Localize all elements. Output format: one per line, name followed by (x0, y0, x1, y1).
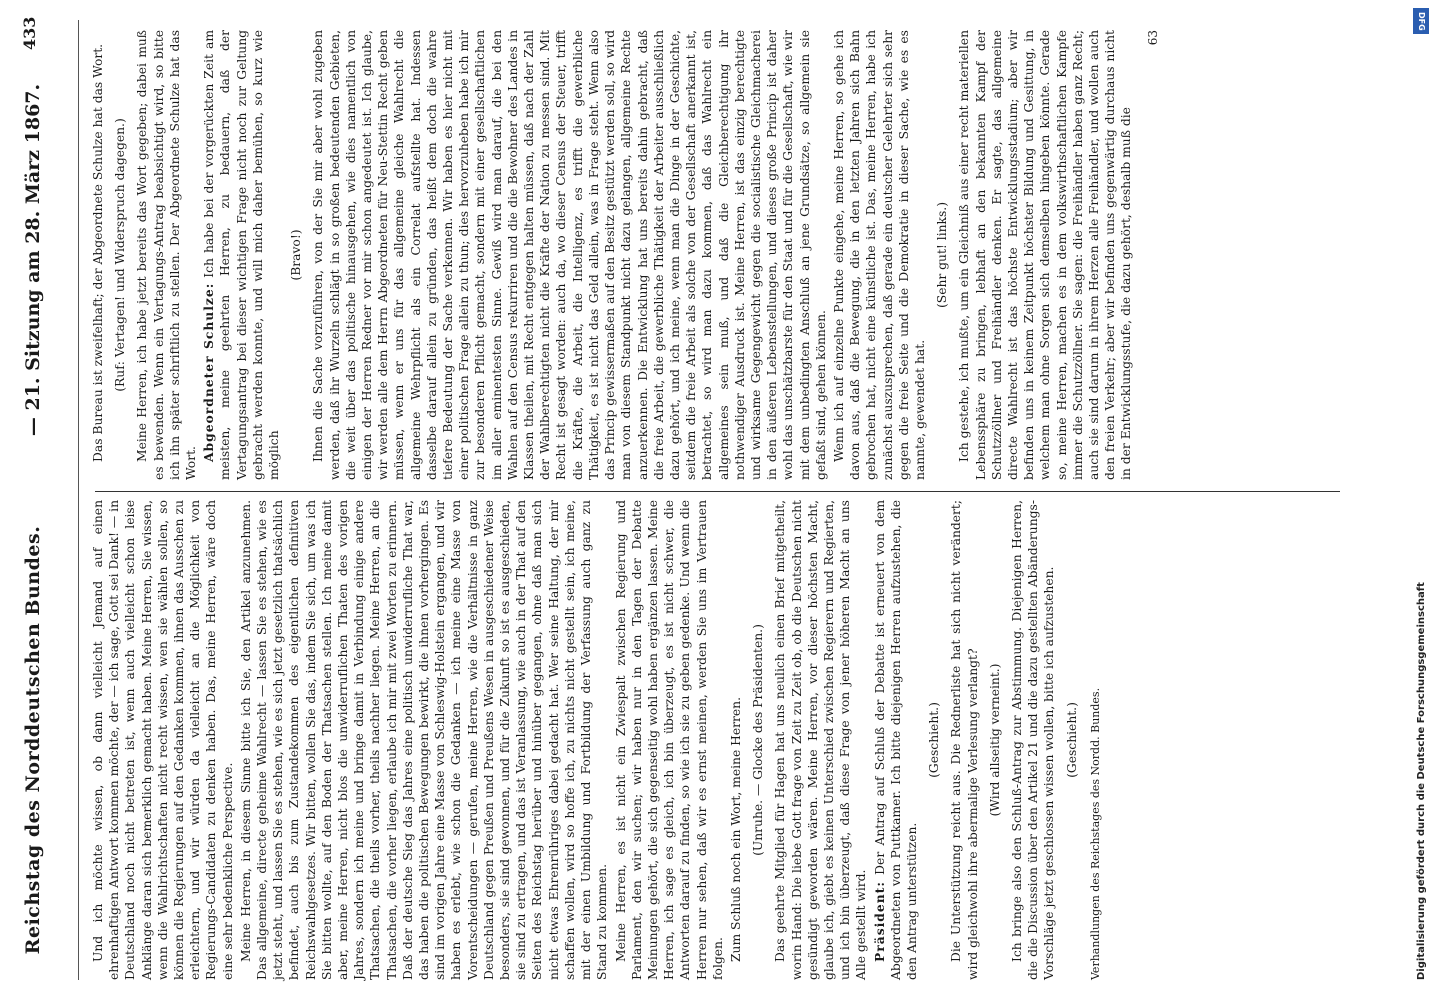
right-paragraph: Das Bureau ist zweifelhaft; der Abgeordnete Schulze hat das Wort. (91, 43, 105, 462)
stage-direction: (Unruhe. — Glocke des Präsidenten.) (751, 624, 766, 856)
left-paragraph: Die Unterstützung reicht aus. Die Rednerliste hat sich nicht verändert; wird gleichwohl ihre abermalige Verlesung verlangt? (949, 500, 980, 980)
right-paragraph: Meine Herren, ich habe jetzt bereits das Wort gegeben; dabei muß es bewenden. Wenn ein Vertagungs-Antrag beabsichtigt wird, so bitte ich ihn später schriftlich zu stellen. Der Abgeordnete Schulze hat das Wort. (135, 30, 199, 480)
speaker-text: Ich habe bei der vorgerückten Zeit am meisten, meine geehrten Herren, zu bedauern, daß der Vertagungsantrag bei dieser wichtigen Frage nicht noch zur Geltung gebracht werden konnte, und will mich daher bemühen, so kurz wie möglich (202, 30, 282, 480)
left-paragraph: Ich bringe also den Schluß-Antrag zur Abstimmung. Diejenigen Herren, die die Discussion über den Artikel 21 und die dazu gestellten Abänderungs-Vorschläge jetzt geschlossen wissen wollen, bitte ich aufzustehen. (1009, 500, 1057, 980)
dfg-credit-text: Digitalisierung gefördert durch die Deutsche Forschungsgemeinschaft (1416, 582, 1427, 980)
left-paragraph: Meine Herren, in diesem Sinne bitte ich Sie, den Artikel anzunehmen. Das allgemeine, directe geheime Wahlrecht — lassen Sie es stehen, wie es jetzt steht, und lassen Sie es stehen, wie es sich jetzt gesetzlich thatsächlich befindet, auch bis zum Zustandekommen des eigentlichen definitiven Reichswahlgesetzes. Wir bitten, wollen Sie das, indem Sie sich, um was ich Sie bitten wollte, auf den Boden der Thatsachen stellen. Ich meine damit aber, meine Herren, nicht blos die unwiderruflichen Thaten des vorigen Jahres, sondern ich meine und bringe damit in Verbindung einige andere Thatsachen, die theils vorher, theils nachher liegen. Meine Herren, an die Thatsachen, die vorher liegen, erlaube ich mir mit zwei Worten zu erinnern. Daß der deutsche Sieg das Jahres eine politisch unwiderrufliche That war, das haben die politischen Bewegungen bewirkt, die ihnen vorhergingen. Es sind im vorigen Jahre eine Masse von Schleswig-Holstein ergangen, und wir haben es erlebt, wie schon die Gedanken — ich meine eine Masse von Vorentscheidungen — gerufen, meine Herren, wie die Verhältnisse in ganz Deutschland gegen Preußen und Preußens Wesen in ausgeschiedener Weise besonders, sie sind gewonnen, und für die Zukunft so ist es ausgeschieden, sie sind zu ertragen, und das ist Veranlassung, wie auch in der That auf den Seiten des Reichstag herüber und hinüber gegangen, ohne daß man sich nicht etwas Ehrenrühriges dabei gedacht hat. Wer seine Haltung, der mir schaffen wollen, wird so hoffe ich, zu nichts nicht gestellt sein, ich meine, mit der einen Umbildung und Fortbildung der Verfassung auch ganz zu Stand zu kommen. (238, 500, 610, 980)
speaker-label: Präsident: (871, 881, 887, 962)
left-paragraph: Und ich möchte wissen, ob dann vielleicht Jemand auf einen ehrenhaftigen Antwort kommen möchte, der — ich sage, Gott sei Dank! — in Deutschland noch nicht betreten ist, wenn auch vielleicht schon leise Anklänge daran sich bemerklich gemacht haben. Meine Herren, Sie wissen, wenn die Wahlrichtschaften nicht recht wissen, wen sie wählen sollen, so können die Regierungen auf den Gedanken kommen, ihnen das Ausschen zu erleichtern, und wir würden da vielleicht an die Möglichkeit von Regierungs-Candidaten zu denken haben. Das, meine Herren, wäre doch eine sehr bedenkliche Perspective. (91, 500, 235, 980)
page-number: 433 (20, 16, 39, 50)
right-paragraph: Ihnen die Sache vorzuführen, von der Sie mir aber wohl zugeben werden, daß ihr Wurzeln schlägt in so großen bedeutenden Gebieten, die weit über das politische hinausgehen, wie dies namentlich von einigen der Herren Redner vor mir schon angedeutet ist. Ich glaube, wir werden alle dem Herrn Abgeordneten für Neu-Stettin Recht geben müssen, wenn er uns für das allgemeine gleiche Wahlrecht die allgemeine Wehrpflicht als ein Correlat aufstellte hat. Indessen dasselbe darauf allein zu gründen, das heißt dem doch die wahre tiefere Bedeutung der Sache verkennen. Wir haben es hier nicht mit einer politischen Frage allein zu thun; dies hervorzuheben habe ich mir zur besonderen Pflicht gemacht, sondern mit einer gesellschaftlichen im aller eminentesten Sinne. Gewiß wird man darauf, die bei den Wahlen auf den Census rekurriren und die die Bewohner des Landes in Klassen theilen, mit Recht entgegen halten müssen, daß nach der Zahl der Wahlberechtigten nicht die Kräfte der Nation zu messen sind. Mit Recht ist gesagt worden: auch da, wo dieser Census der Steuer, trifft die Kräfte, die Arbeit, die Intelligenz, es trifft die gewerbliche Thätigkeit, es ist nicht das Geld allein, was in Frage steht. Wenn also das Princip gewissermaßen auf den Besitz gestützt werden soll, so wird man von diesem Standpunkt nicht dazu gelangen, allgemeine Rechte anzuerkennen. Die Entwicklung hat uns bereits dahin gebracht, daß die freie Arbeit, die gewerbliche Thätigkeit der Arbeiter ausschließlich dazu gehört, und ich meine, wenn man die Dinge in der Geschichte, seitdem die freie Arbeit als solche von der Gesellschaft anerkannt ist, betrachtet, so wird man dazu kommen, daß das Wahlrecht ein allgemeines sein muß, und daß die Gleichberechtigung ihr nothwendiger Ausdruck ist. Meine Herren, ist das einzig berechtigte und wirksame Gegengewicht gegen die socialistische Gleichmacherei in den äußeren Lebensstellungen, und dieses große Princip ist daher wohl das unschätzbarste für den Staat und für die Gesellschaft, wie wir mit dem unbedingten Anschluß an jene Grundsätze, so allgemein sie gefaßt sind, gehen können. (311, 30, 828, 480)
stage-direction: (Wird allseitig verneint.) (987, 663, 1002, 817)
left-paragraph: Meine Herren, es ist nicht ein Zwiespalt zwischen Regierung und Parlament, den wir suchen; wir haben nur in den Tagen der Debatte Meinungen gehört, die sich gegenseitig wohl haben ergänzen lassen. Meine Herren, ich sage es gleich, ich bin überzeugt, es ist nicht schwer, die Antworten darauf zu finden, so wie ich sie zu geben gedenke. Und wenn die Herren nur sehen, daß wir es ernst meinen, werden Sie uns im Vertrauen folgen. (613, 500, 725, 980)
left-running-title: Reichstag des Norddeutschen Bundes. (22, 525, 44, 955)
left-paragraph: Zum Schluß noch ein Wort, meine Herren. (728, 696, 743, 962)
stage-direction: (Bravo!) (289, 229, 304, 281)
dfg-logo: DFG (1413, 8, 1429, 34)
president-text: Der Antrag auf Schluß der Debatte ist erneuert von dem Abgeordneten von Puttkamer. Ich bitte diejenigen Herren aufzustehen, die den Antrag unterstützen. (872, 500, 919, 980)
stage-direction: (Geschieht.) (927, 702, 942, 778)
stage-direction: (Geschieht.) (1064, 702, 1079, 778)
page-header (0, 0, 90, 1000)
header-rule (78, 20, 79, 980)
right-column (90, 30, 1370, 480)
left-paragraph: Das geehrte Mitglied für Hagen hat uns neulich einen Brief mitgetheilt, worin Hand: Die liebe Gott frage von Zeit zu Zeit ob, ob die Deutschen nicht gesündigt geworden wären. Meine Herren, vor dieser höchsten Macht, glaube ich, giebt es keinen Unterschied zwischen Regierern und Regierten, und ich bin überzeugt, daß diese Frage von jener höheren Macht an uns Alle gestellt wird. (773, 500, 869, 980)
stage-direction: (Ruf: Vertagen! und Widerspruch dagegen.) (113, 118, 128, 392)
right-running-title: — 21. Sitzung am 28. März 1867. (22, 83, 44, 437)
president-statement (872, 500, 921, 980)
speaker-label: Abgeordneter Schulze: (201, 282, 217, 462)
right-paragraph: Ich gestehe, ich mußte, um ein Gleichniß aus einer recht materiellen Lebenssphäre zu bringen, lebhaft an den bekannten Kampf der Schutzzöllner und Freihändler denken. Er sagte, das allgemeine directe Wahlrecht ist das höchste Entwicklungsstadium; aber wir befinden uns in keinem Zeitpunkt höchster Bildung und Gesittung, in welchem man ohne Sorgen sich demselben hingeben könnte. Gerade so, meine Herren, machen es in dem volkswirthschaftlichen Kampfe immer die Schutzzöllner. Sie sagen: die Freihändler haben ganz Recht; auch sie sind darum in ihrem Herzen alle Freihändler, und wollen auch den freien Verkehr; aber wir befinden uns gegenwärtig durchaus nicht in der Entwicklungsstufe, die dazu gehört, deshalb muß die (957, 30, 1134, 480)
right-paragraph: Wenn ich auf einzelne Punkte eingehe, meine Herren, so gehe ich davon aus, daß die Bewegung, die in den letzten Jahren sich Bahn gebrochen hat, nicht eine künstliche ist. Das, meine Herren, habe ich zunächst auszusprechen, daß gerade ein deutscher Gelehrter sich sehr gegen die freie Seite und die Demokratie in dieser Sache, wie es es nannte, gewendet hat. (831, 30, 927, 480)
page-footer-source: Verhandlungen des Reichstages des Nordd. Bundes. (1088, 687, 1102, 980)
stage-direction: (Sehr gut! links.) (935, 201, 950, 309)
speaker-statement (201, 30, 282, 480)
left-column (90, 500, 1370, 980)
column-divider (95, 491, 1340, 492)
signature-number: 63 (1145, 30, 1160, 46)
